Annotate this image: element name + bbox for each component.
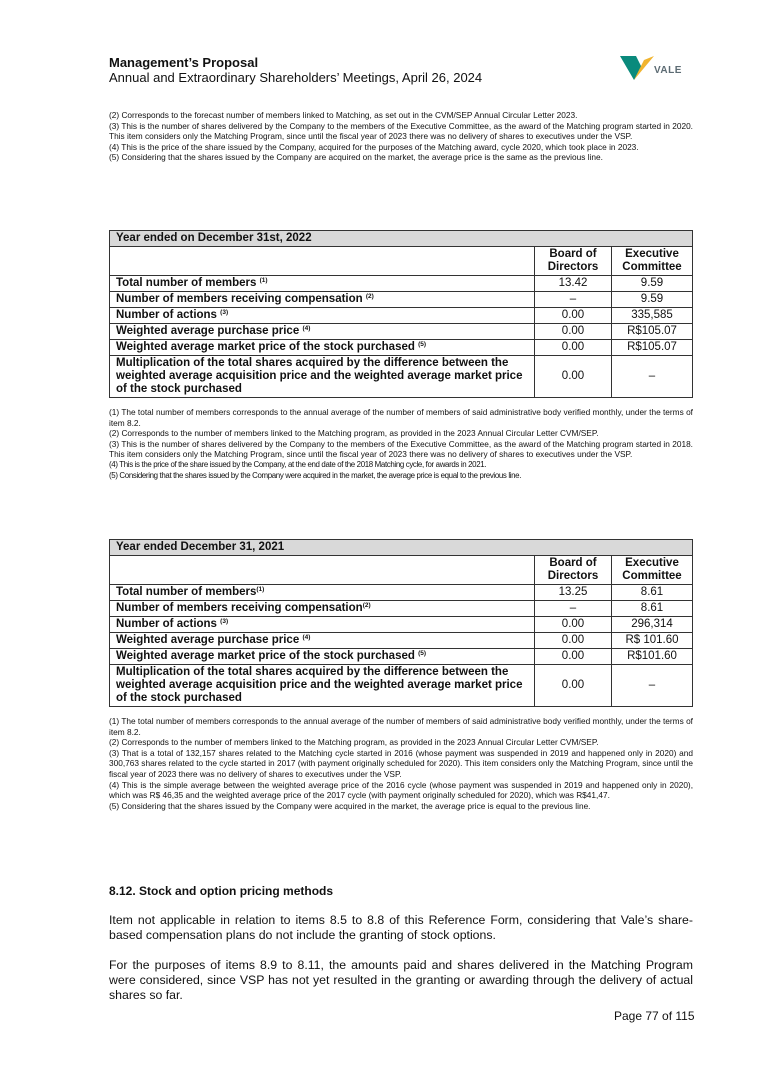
note-2022-2: (2) Corresponds to the number of members linked to the Matching program, as provided in the 2023 Annual Circular Letter CVM/SEP. [109, 428, 599, 439]
cell-bod: 0.00 [535, 308, 612, 324]
note-2021-2: (2) Corresponds to the number of members linked to the Matching program, as provided in the 2023 Annual Circular Letter CVM/SEP. [109, 737, 599, 748]
vale-logo [620, 54, 690, 84]
row-label: Number of members receiving compensation$^{(2)}$ [110, 601, 535, 617]
note-top-3: (3) This is the number of shares delivered by the Company to the members of the Executive Committee, as the award of the Matching program started in 2020. This item considers only the Matching Program, since until the fiscal year of 2023 there was no delivery of shares to executives under the VSP. [109, 120, 693, 142]
note-top-5: (5) Considering that the shares issued by the Company are acquired on the market, the average price is the same as the previous line. [109, 152, 603, 163]
cell-bod: 0.00 [535, 633, 612, 649]
cell-exec: R$ 101.60 [612, 633, 693, 649]
note-2021-5: (5) Considering that the shares issued by the Company were acquired in the market, the average price is equal to the previous line. [109, 800, 591, 811]
table-header-row [110, 556, 693, 585]
table-row [110, 324, 693, 340]
cell-bod: 13.25 [535, 585, 612, 601]
header-title: Management’s Proposal [109, 55, 259, 70]
cell-exec: 335,585 [612, 308, 693, 324]
table-year-row [110, 231, 693, 247]
cell-exec: R$101.60 [612, 649, 693, 665]
table-2021 [109, 539, 693, 707]
table-row [110, 308, 693, 324]
table-row [110, 585, 693, 601]
cell-exec: 9.59 [612, 276, 693, 292]
col-executive-committee: Executive Committee [612, 556, 693, 585]
cell-exec: 9.59 [612, 292, 693, 308]
table-row [110, 356, 693, 398]
table-row [110, 633, 693, 649]
page-header [109, 55, 482, 86]
note-2022-1: (1) The total number of members corresponds to the annual average of the number of members of said administrative body verified monthly, under the terms of item 8.2. [109, 407, 693, 428]
table-row [110, 340, 693, 356]
row-label: Number of actions $^{(3)}$ [110, 617, 535, 633]
page-number: Page 77 of 115 [614, 1009, 695, 1023]
section-title: 8.12. Stock and option pricing methods [109, 884, 334, 898]
table-header-row [110, 247, 693, 276]
table-row [110, 601, 693, 617]
note-2022-5: (5) Considering that the shares issued by the Company were acquired in the market, the average price is equal to the previous line. [109, 470, 522, 480]
cell-bod: – [535, 292, 612, 308]
col-executive-committee: Executive Committee [612, 247, 693, 276]
cell-exec: R$105.07 [612, 340, 693, 356]
vale-logo-icon [620, 54, 654, 82]
cell-bod: 0.00 [535, 649, 612, 665]
note-top-4: (4) This is the price of the share issued by the Company, acquired for the purposes of the Matching award, cycle 2020, which took place in 2023. [109, 141, 639, 152]
cell-bod: 0.00 [535, 356, 612, 398]
note-top-2: (2) Corresponds to the forecast number of members linked to Matching, as set out in the CVM/SEP Annual Circular Letter 2023. [109, 110, 578, 120]
cell-exec: R$105.07 [612, 324, 693, 340]
cell-bod: 0.00 [535, 340, 612, 356]
row-label: Weighted average market price of the stock purchased $^{(5)}$ [110, 649, 535, 665]
section-paragraph-2: For the purposes of items 8.9 to 8.11, the amounts paid and shares delivered in the Matching Program were considered, since VSP has not yet resulted in the granting or awarding through the delivery of actual shares so far. [109, 958, 693, 1002]
row-label: Number of members receiving compensation $^{(2)}$ [110, 292, 535, 308]
row-label: Weighted average market price of the stock purchased $^{(5)}$ [110, 340, 535, 356]
note-2021-3: (3) That is a total of 132,157 shares related to the Matching cycle started in 2016 (whose payment was suspended in 2019 and happened only in 2020) and 300,763 shares related to the cycle started in 2017 (with payment originally scheduled for 2020). This item considers only the Matching Program, since until the fiscal year of 2023 there was no delivery of shares to executives under the VSP. [109, 747, 693, 779]
cell-exec: 296,314 [612, 617, 693, 633]
row-label: Weighted average purchase price $^{(4)}$ [110, 324, 535, 340]
note-2022-3: (3) This is the number of shares delivered by the Company to the members of the Executive Committee, as the award of the Matching program started in 2018. This item considers only the Matching Program, since until the fiscal year of 2023 there was no delivery of shares to executives under the VSP. [109, 438, 693, 460]
table-row [110, 649, 693, 665]
row-label: Total number of members$^{(1)}$ [110, 585, 535, 601]
cell-bod: 0.00 [535, 617, 612, 633]
table-row [110, 292, 693, 308]
row-label: Weighted average purchase price $^{(4)}$ [110, 633, 535, 649]
table-row [110, 617, 693, 633]
table-2022 [109, 230, 693, 398]
row-label: Multiplication of the total shares acquired by the difference between the weighted average acquisition price and the weighted average market price of the stock purchased [110, 356, 535, 398]
cell-bod: 0.00 [535, 665, 612, 707]
section-paragraph-1: Item not applicable in relation to items 8.5 to 8.8 of this Reference Form, considering that Vale’s share-based compensation plans do not include the granting of stock options. [109, 913, 693, 942]
cell-exec: 8.61 [612, 585, 693, 601]
row-label: Multiplication of the total shares acquired by the difference between the weighted average acquisition price and the weighted average market price of the stock purchased [110, 665, 535, 707]
table-year-label: Year ended on December 31st, 2022 [110, 231, 693, 247]
table-row [110, 665, 693, 707]
header-subtitle: Annual and Extraordinary Shareholders’ Meetings, April 26, 2024 [109, 70, 483, 85]
cell-exec: – [612, 665, 693, 707]
col-board-of-directors: Board of Directors [535, 247, 612, 276]
cell-bod: – [535, 601, 612, 617]
table-year-row [110, 540, 693, 556]
logo-text: VALE [654, 65, 682, 76]
col-board-of-directors: Board of Directors [535, 556, 612, 585]
cell-exec: – [612, 356, 693, 398]
notes-2021 [109, 716, 693, 811]
table-row [110, 276, 693, 292]
note-2021-1: (1) The total number of members corresponds to the annual average of the number of members of said administrative body verified monthly, under the terms of item 8.2. [109, 716, 693, 737]
cell-exec: 8.61 [612, 601, 693, 617]
notes-2022 [109, 407, 693, 481]
row-label: Total number of members $^{(1)}$ [110, 276, 535, 292]
row-label: Number of actions $^{(3)}$ [110, 308, 535, 324]
cell-bod: 0.00 [535, 324, 612, 340]
table-year-label: Year ended December 31, 2021 [110, 540, 693, 556]
cell-bod: 13.42 [535, 276, 612, 292]
notes-top [109, 110, 693, 163]
note-2022-4: (4) This is the price of the share issued by the Company, at the end date of the 2018 Matching cycle, for awards in 2021. [109, 459, 487, 469]
note-2021-4: (4) This is the simple average between the weighted average price of the 2016 cycle (whose payment was suspended in 2019 and happened only in 2020), which was R$ 46,35 and the weighted average price of the 2017 cycle (with payment originally scheduled for 2020), which was R$41,47. [109, 779, 693, 801]
